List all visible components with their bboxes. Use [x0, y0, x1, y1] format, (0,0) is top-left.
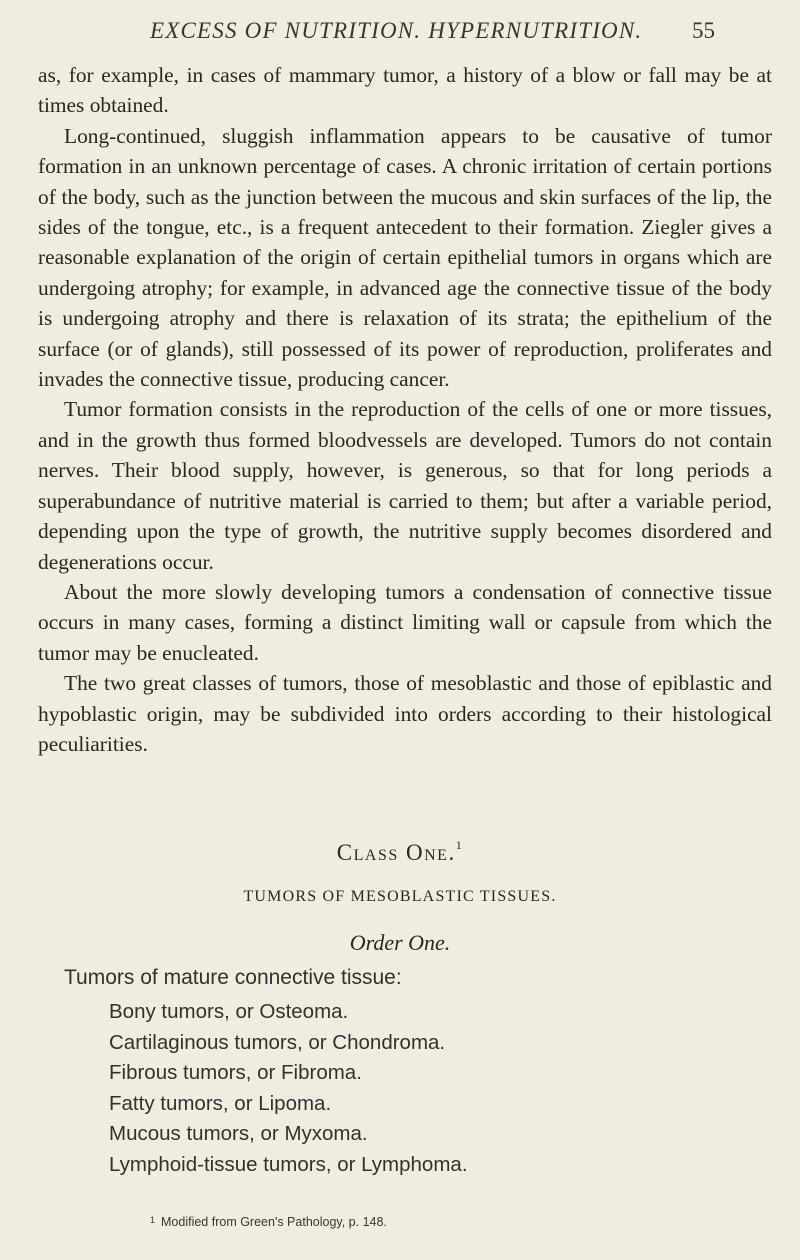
class-heading [0, 840, 800, 866]
tumor-list [109, 997, 468, 1181]
class-heading-text: Class One. [336, 840, 456, 865]
list-item: Fibrous tumors, or Fibroma. [109, 1061, 362, 1085]
list-item: Cartilaginous tumors, or Chondroma. [109, 1030, 446, 1054]
paragraph-tumor-formation: Tumor formation consists in the reproduction of the cells of one or more tissues, and in the growth thus formed bloodvessels are developed. Tumors do not contain nerves. Their blood supply, however, is generous, so that for long periods a superabundance of nutritive material is carried to them; but after a variable period, depending upon the type of growth, the nutritive supply becomes disordered and degenerations occur. [38, 397, 772, 574]
list-item: Fatty tumors, or Lipoma. [109, 1091, 332, 1115]
footnote-marker: 1 [150, 1215, 156, 1225]
section-subheading: TUMORS OF MESOBLASTIC TISSUES. [243, 888, 557, 905]
order-heading: Order One. [349, 930, 451, 955]
order-intro: Tumors of mature connective tissue: [64, 966, 402, 989]
running-head [0, 14, 800, 50]
paragraph-inflammation: Long-continued, sluggish inflammation appears to be causative of tumor formation in an unknown percentage of cases. A chronic irritation of certain portions of the body, such as the junction between the mucous and skin surfaces of the lip, the sides of the tongue, etc., is a frequent antecedent to their formation. Ziegler gives a reasonable explanation of the origin of certain epithelial tumors in organs which are undergoing atrophy; for example, in advanced age the connective tissue of the body is undergoing atrophy and there is relaxation of its strata; the epithelium of the surface (or of glands), still possessed of its power of reproduction, proliferates and invades the connective tissue, producing cancer. [38, 123, 772, 392]
running-title: EXCESS OF NUTRITION. HYPERNUTRITION. [150, 18, 643, 43]
footnote [150, 1215, 387, 1229]
paragraph-capsule: About the more slowly developing tumors a condensation of connective tissue occurs in many cases, forming a distinct limiting wall or capsule from which the tumor may be enucleated. [38, 579, 772, 665]
list-item: Mucous tumors, or Myxoma. [109, 1122, 368, 1146]
list-item: Lymphoid-tissue tumors, or Lymphoma. [109, 1152, 468, 1176]
footnote-text: Modified from Green's Pathology, p. 148. [161, 1215, 387, 1229]
page-number: 55 [692, 18, 715, 43]
body-text [38, 60, 772, 759]
paragraph-continuation: as, for example, in cases of mammary tumor, a history of a blow or fall may be at times obtained. [38, 63, 772, 118]
paragraph-classes: The two great classes of tumors, those of mesoblastic and those of epiblastic and hypoblastic origin, may be subdivided into orders according to their histological peculiarities. [38, 671, 772, 756]
footnote-reference: 1 [455, 838, 464, 852]
list-item: Bony tumors, or Osteoma. [109, 1000, 349, 1023]
